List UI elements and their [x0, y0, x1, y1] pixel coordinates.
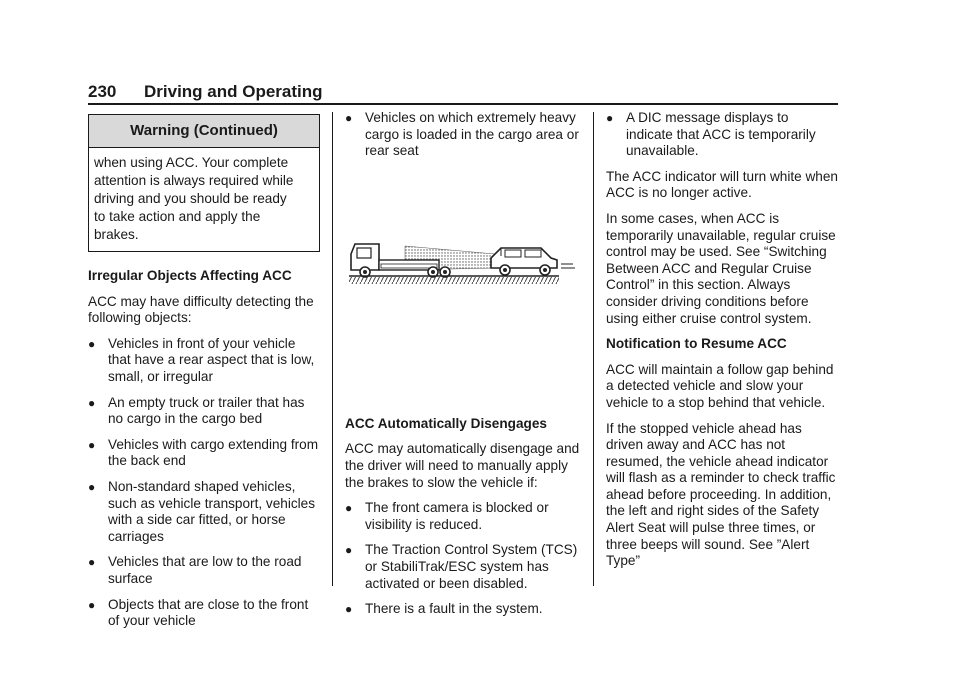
bullet-item: ● Vehicles that are low to the road surface — [88, 554, 302, 586]
bullet-icon: ● — [345, 543, 353, 558]
warning-line: when using ACC. Your complete — [94, 155, 289, 170]
subheading-irregular-objects: Irregular Objects Affecting ACC — [88, 268, 292, 283]
bullet-icon: ● — [88, 437, 96, 452]
acc-illustration — [345, 234, 581, 346]
section-title: Driving and Operating — [144, 82, 323, 101]
warning-line: attention is always required while — [94, 173, 294, 188]
column-2 — [345, 110, 581, 627]
header-rule — [88, 103, 838, 105]
warning-box — [88, 114, 320, 252]
bullet-icon: ● — [88, 336, 96, 351]
column-divider — [593, 112, 594, 586]
column-3 — [606, 110, 838, 579]
bullet-icon: ● — [345, 111, 353, 125]
bullet-item: ● There is a fault in the system. — [345, 601, 543, 617]
warning-body — [89, 148, 319, 251]
column-divider — [332, 112, 333, 586]
column-1 — [88, 114, 320, 639]
page-number: 230 — [88, 82, 117, 101]
paragraph: The ACC indicator will turn white when ACC is no longer active. — [606, 168, 838, 201]
paragraph: ACC may automatically disengage and the driver will need to manually apply the brakes to slow the vehicle if: — [345, 441, 580, 490]
warning-line: brakes. — [94, 227, 139, 242]
warning-line: to take action and apply the — [94, 209, 261, 224]
bullet-icon: ● — [88, 479, 96, 494]
warning-line: driving and you should be ready — [94, 191, 287, 206]
bullet-item: ● A DIC message displays to indicate that ACC is temporarily unavailable. — [606, 110, 816, 159]
bullet-item: ● Vehicles in front of your vehicle that have a rear aspect that is low, small, or irregular — [88, 335, 315, 384]
truck-car-illustration — [345, 234, 577, 346]
bullet-icon: ● — [88, 597, 96, 612]
bullet-icon: ● — [88, 555, 96, 570]
bullet-icon: ● — [606, 111, 614, 125]
warning-title: Warning (Continued) — [89, 115, 319, 148]
bullet-icon: ● — [345, 602, 353, 617]
paragraph: ACC may have difficulty detecting the following objects: — [88, 293, 314, 326]
bullet-icon: ● — [345, 501, 353, 516]
subheading-resume-acc: Notification to Resume ACC — [606, 336, 787, 352]
paragraph: ACC will maintain a follow gap behind a detected vehicle and slow your vehicle to a stop behind that vehicle. — [606, 361, 834, 410]
bullet-item: ● An empty truck or trailer that has no cargo in the cargo bed — [88, 394, 305, 427]
bullet-item: ● Non-standard shaped vehicles, such as vehicle transport, vehicles with a side car fitted, or horse carriages — [88, 478, 316, 544]
bullet-item: ● Vehicles with cargo extending from the back end — [88, 436, 319, 469]
bullet-item: ● Objects that are close to the front of your vehicle — [88, 596, 309, 629]
bullet-item: ● The front camera is blocked or visibility is reduced. — [345, 500, 549, 532]
bullet-item: ● The Traction Control System (TCS) or StabiliTrak/ESC system has activated or been disabled. — [345, 542, 578, 591]
paragraph: In some cases, when ACC is temporarily unavailable, regular cruise control may be used. See “Switching Between ACC and Regular Cruise Control” in this section. Always consider driving conditions before using either cruise control system. — [606, 210, 836, 326]
bullet-icon: ● — [88, 395, 96, 410]
paragraph: If the stopped vehicle ahead has driven away and ACC has not resumed, the vehicle ahead indicator will flash as a reminder to check traffic ahead before proceeding. In addition, the left and right sides of the Safety Alert Seat will pulse three times, or three beeps will sound. See ”Alert Type” — [606, 420, 836, 569]
subheading-acc-disengages: ACC Automatically Disengages — [345, 415, 547, 431]
bullet-item: ● Vehicles on which extremely heavy cargo is loaded in the cargo area or rear seat — [345, 110, 579, 159]
